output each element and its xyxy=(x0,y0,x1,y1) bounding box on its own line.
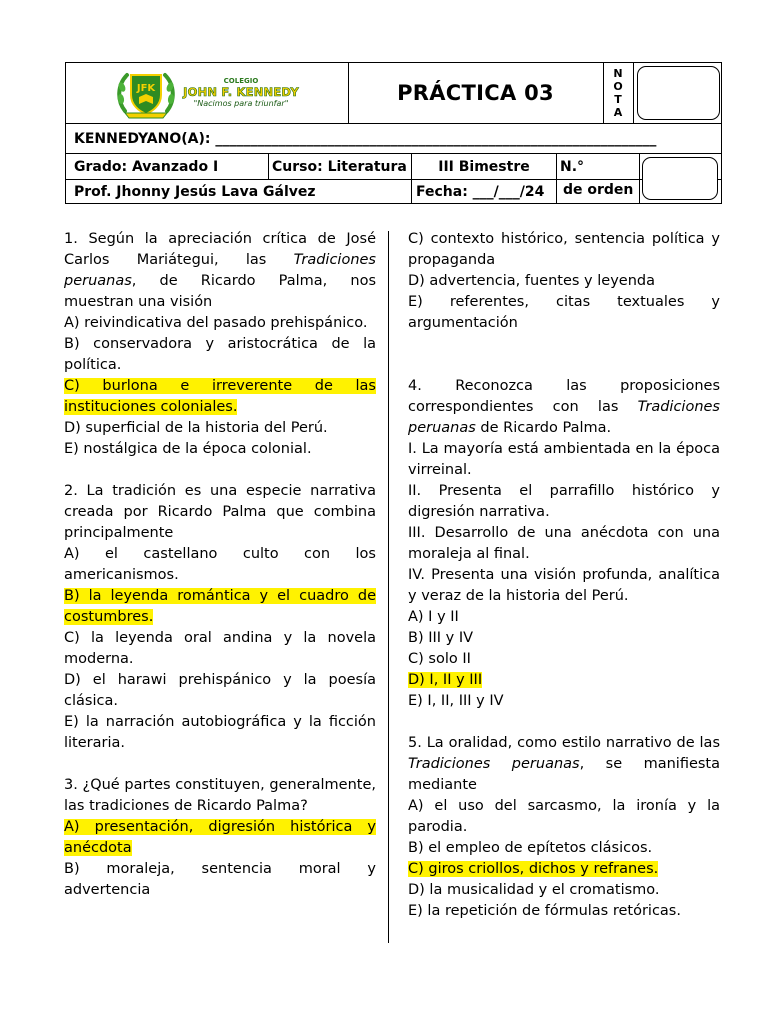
school-logo xyxy=(66,63,348,123)
q4-statement-1: I. La mayoría está ambientada en la época virreinal. xyxy=(408,441,720,478)
orden-label: de orden xyxy=(563,181,634,198)
logo-colegio: COLEGIO xyxy=(223,77,259,85)
nota-letter: T xyxy=(614,93,622,106)
question-2-stem: 2. La tradición es una especie narrativa creada por Ricardo Palma que combina principalmente xyxy=(64,483,376,541)
question-4-stem: 4. Reconozca las proposiciones correspondientes con las Tradiciones peruanas de Ricardo Palma. xyxy=(408,378,720,436)
q1-option-d[interactable]: D) superficial de la historia del Perú. xyxy=(64,420,328,436)
left-column xyxy=(64,229,376,901)
grado-label: Grado: Avanzado I xyxy=(74,158,219,175)
q3-option-e[interactable]: E) referentes, citas textuales y argumentación xyxy=(408,294,720,331)
question-1-stem: 1. Según la apreciación crítica de José Carlos Mariátegui, las Tradiciones peruanas, de Ricardo Palma, nos muestran una visión xyxy=(64,231,376,310)
q1-option-e[interactable]: E) nostálgica de la época colonial. xyxy=(64,441,312,457)
right-column xyxy=(408,229,720,922)
logo-motto: "Nacimos para triunfar" xyxy=(193,99,289,108)
column-divider xyxy=(388,231,389,943)
q4-option-a[interactable]: A) I y II xyxy=(408,609,459,625)
q4-option-d[interactable]: D) I, II y III xyxy=(408,672,483,688)
q5-option-a[interactable]: A) el uso del sarcasmo, la ironía y la parodia. xyxy=(408,798,720,835)
divider xyxy=(268,154,269,179)
q1-option-b[interactable]: B) conservadora y aristocrática de la política. xyxy=(64,336,376,373)
nota-letter: O xyxy=(613,80,623,93)
q5-option-d[interactable]: D) la musicalidad y el cromatismo. xyxy=(408,882,660,898)
q3-option-b[interactable]: B) moraleja, sentencia moral y advertencia xyxy=(64,861,376,898)
numero-label: N.° xyxy=(560,158,585,175)
nota-label xyxy=(603,63,633,123)
q4-option-c[interactable]: C) solo II xyxy=(408,651,471,667)
q5-option-b[interactable]: B) el empleo de epítetos clásicos. xyxy=(408,840,653,856)
q4-option-b[interactable]: B) III y IV xyxy=(408,630,474,646)
q4-statement-3: III. Desarrollo de una anécdota con una moraleja al final. xyxy=(408,525,720,562)
bimestre-label: III Bimestre xyxy=(438,158,530,175)
q4-statement-2: II. Presenta el parrafillo histórico y digresión narrativa. xyxy=(408,483,720,520)
header-table xyxy=(65,62,722,204)
fecha-field[interactable]: Fecha: ___/___/24 xyxy=(416,183,545,200)
divider xyxy=(556,154,557,179)
divider xyxy=(411,180,412,203)
grade-box[interactable] xyxy=(637,66,720,120)
page-title: PRÁCTICA 03 xyxy=(397,81,554,105)
q5-option-e[interactable]: E) la repetición de fórmulas retóricas. xyxy=(408,903,681,919)
q2-option-d[interactable]: D) el harawi prehispánico y la poesía clásica. xyxy=(64,672,376,709)
divider xyxy=(556,180,557,203)
q3-option-c[interactable]: C) contexto histórico, sentencia política y propaganda xyxy=(408,231,720,268)
question-3-stem: 3. ¿Qué partes constituyen, generalmente, las tradiciones de Ricardo Palma? xyxy=(64,777,376,814)
header-row-student xyxy=(66,124,721,154)
order-number-box[interactable] xyxy=(642,157,718,200)
nota-letter: A xyxy=(613,106,623,119)
curso-label: Curso: Literatura xyxy=(272,158,407,175)
student-name-field[interactable]: KENNEDYANO(A): _______________________________________________________________ xyxy=(74,130,657,147)
header-row-title xyxy=(66,63,721,124)
divider xyxy=(633,63,634,123)
nota-letter: N xyxy=(613,67,623,80)
q2-option-a[interactable]: A) el castellano culto con los americanismos. xyxy=(64,546,376,583)
q2-option-e[interactable]: E) la narración autobiográfica y la ficción literaria. xyxy=(64,714,376,751)
q3-option-a[interactable]: A) presentación, digresión histórica y anécdota xyxy=(64,819,376,856)
question-5-stem: 5. La oralidad, como estilo narrativo de las Tradiciones peruanas, se manifiesta mediante xyxy=(408,735,720,793)
header-row-teacher xyxy=(66,180,721,203)
q4-statement-4: IV. Presenta una visión profunda, analítica y veraz de la historia del Perú. xyxy=(408,567,720,604)
svg-text:JFK: JFK xyxy=(136,83,156,94)
q3-option-d[interactable]: D) advertencia, fuentes y leyenda xyxy=(408,273,655,289)
logo-school-name: JOHN F. KENNEDY xyxy=(183,85,299,99)
teacher-label: Prof. Jhonny Jesús Lava Gálvez xyxy=(74,183,316,200)
q2-option-b[interactable]: B) la leyenda romántica y el cuadro de costumbres. xyxy=(64,588,376,625)
school-crest-icon xyxy=(115,67,177,119)
q5-option-c[interactable]: C) giros criollos, dichos y refranes. xyxy=(408,861,659,877)
q1-option-c[interactable]: C) burlona e irreverente de las instituciones coloniales. xyxy=(64,378,376,415)
q1-option-a[interactable]: A) reivindicativa del pasado prehispánico. xyxy=(64,315,368,331)
divider xyxy=(639,154,640,203)
q2-option-c[interactable]: C) la leyenda oral andina y la novela moderna. xyxy=(64,630,376,667)
q4-option-e[interactable]: E) I, II, III y IV xyxy=(408,693,504,709)
